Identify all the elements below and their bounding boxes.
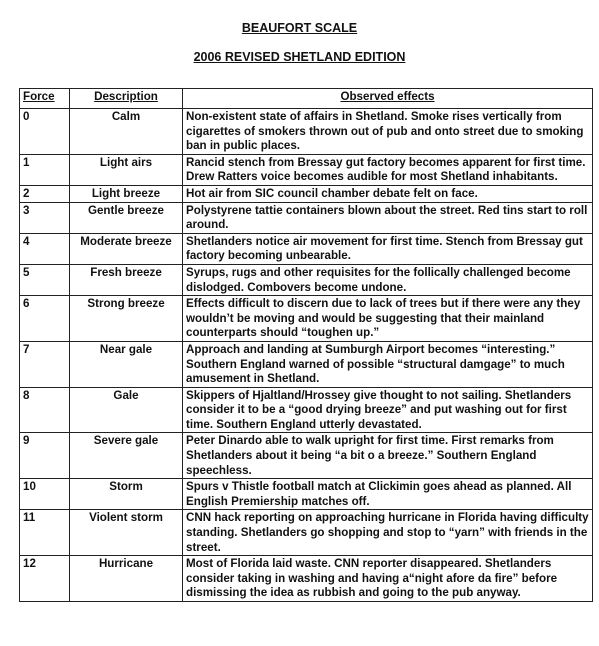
effects-cell: Spurs v Thistle football match at Clickimin goes ahead as planned. All English Premiership matches off. <box>183 479 593 510</box>
effects-cell: Shetlanders notice air movement for first time. Stench from Bressay gut factory becoming unbearable. <box>183 233 593 264</box>
description-cell: Near gale <box>70 341 183 387</box>
effects-cell: Rancid stench from Bressay gut factory becomes apparent for first time. Drew Ratters voice becomes audible for most Shetland inhabitants. <box>183 154 593 185</box>
description-cell: Calm <box>70 109 183 155</box>
effects-cell: Syrups, rugs and other requisites for the follically challenged become dislodged. Combovers become undone. <box>183 264 593 295</box>
effects-cell: Most of Florida laid waste. CNN reporter disappeared. Shetlanders consider taking in washing and having a“night afore da fire” before dismissing the idea as rubbish and going to the pub anyway. <box>183 556 593 602</box>
effects-cell: Polystyrene tattie containers blown about the street. Red tins start to roll around. <box>183 202 593 233</box>
table-header-row <box>20 89 593 109</box>
force-cell: 1 <box>20 154 70 185</box>
description-cell: Strong breeze <box>70 296 183 342</box>
beaufort-table <box>19 88 593 602</box>
effects-cell: Hot air from SIC council chamber debate felt on face. <box>183 185 593 202</box>
header-description: Description <box>70 89 183 109</box>
header-observed-effects: Observed effects <box>183 89 593 109</box>
document-subtitle: 2006 REVISED SHETLAND EDITION <box>193 50 406 64</box>
table-row <box>20 202 593 233</box>
table-row <box>20 387 593 433</box>
force-cell: 4 <box>20 233 70 264</box>
table-row <box>20 341 593 387</box>
description-cell: Hurricane <box>70 556 183 602</box>
force-cell: 0 <box>20 109 70 155</box>
effects-cell: Peter Dinardo able to walk upright for first time. First remarks from Shetlanders about it being “a bit o a breeze.” Southern England speechless. <box>183 433 593 479</box>
document-title: BEAUFORT SCALE <box>241 21 358 35</box>
header-force: Force <box>20 89 70 109</box>
force-cell: 9 <box>20 433 70 479</box>
description-cell: Moderate breeze <box>70 233 183 264</box>
force-cell: 5 <box>20 264 70 295</box>
force-cell: 11 <box>20 510 70 556</box>
description-cell: Severe gale <box>70 433 183 479</box>
force-cell: 8 <box>20 387 70 433</box>
description-cell: Storm <box>70 479 183 510</box>
force-cell: 6 <box>20 296 70 342</box>
table-row <box>20 109 593 155</box>
effects-cell: Approach and landing at Sumburgh Airport becomes “interesting.” Southern England warned of possible “structural damgage” to much amusement in Shetland. <box>183 341 593 387</box>
table-row <box>20 233 593 264</box>
table-row <box>20 510 593 556</box>
description-cell: Violent storm <box>70 510 183 556</box>
table-row <box>20 154 593 185</box>
table-row <box>20 433 593 479</box>
table-row <box>20 264 593 295</box>
effects-cell: Effects difficult to discern due to lack of trees but if there were any they wouldn’t be moving and would be suggesting that their mainland counterparts should “toughen up.” <box>183 296 593 342</box>
description-cell: Light breeze <box>70 185 183 202</box>
effects-cell: CNN hack reporting on approaching hurricane in Florida having difficulty standing. Shetlanders go shopping and stop to “yarn” with friends in the street. <box>183 510 593 556</box>
effects-cell: Non-existent state of affairs in Shetland. Smoke rises vertically from cigarettes of smokers thrown out of pub and onto street due to smoking ban in public places. <box>183 109 593 155</box>
effects-cell: Skippers of Hjaltland/Hrossey give thought to not sailing. Shetlanders consider it to be a “good drying breeze” and put washing out for first time. Southern England utterly devastated. <box>183 387 593 433</box>
table-row <box>20 479 593 510</box>
table-row <box>20 185 593 202</box>
force-cell: 10 <box>20 479 70 510</box>
force-cell: 12 <box>20 556 70 602</box>
description-cell: Fresh breeze <box>70 264 183 295</box>
table-row <box>20 556 593 602</box>
description-cell: Light airs <box>70 154 183 185</box>
description-cell: Gale <box>70 387 183 433</box>
force-cell: 3 <box>20 202 70 233</box>
force-cell: 7 <box>20 341 70 387</box>
force-cell: 2 <box>20 185 70 202</box>
description-cell: Gentle breeze <box>70 202 183 233</box>
table-row <box>20 296 593 342</box>
